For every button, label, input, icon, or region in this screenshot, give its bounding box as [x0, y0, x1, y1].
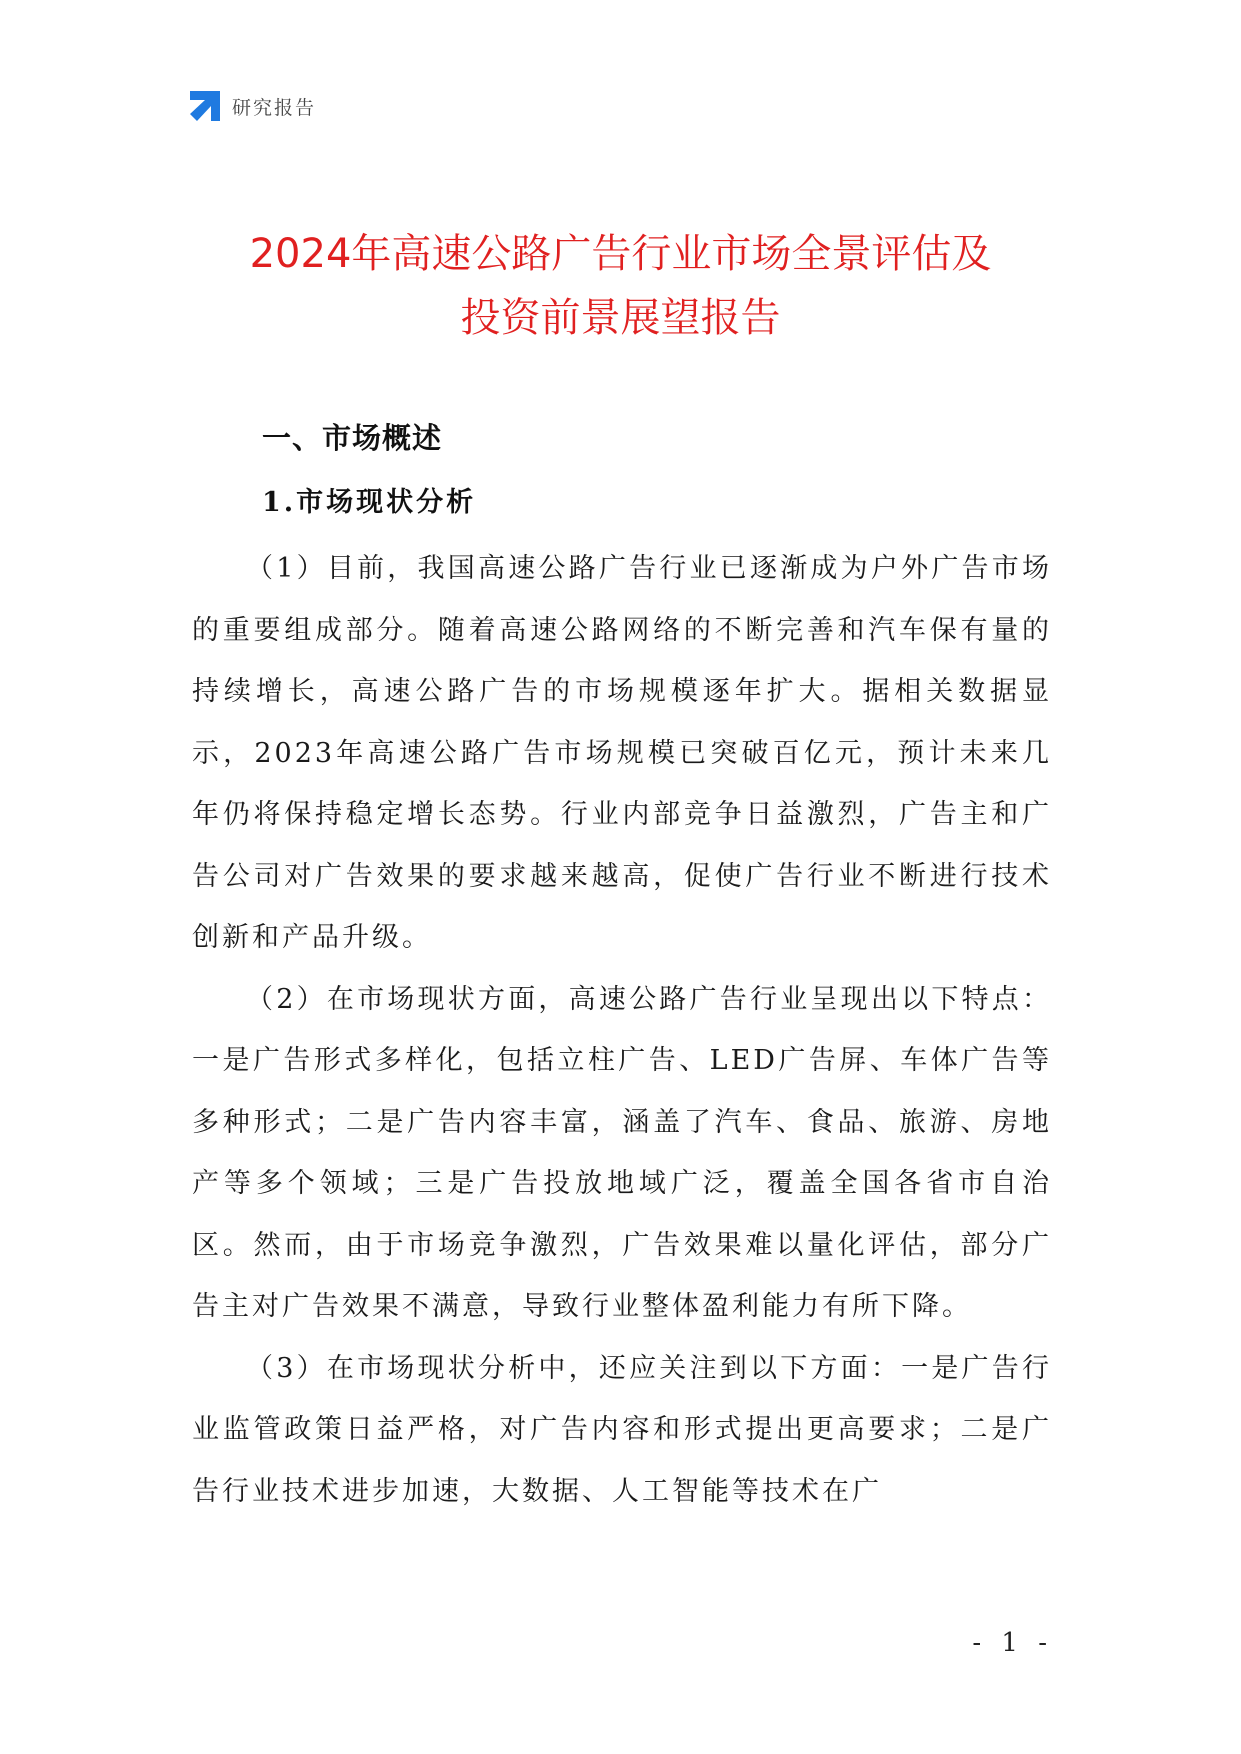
paragraph-2: （2）在市场现状方面，高速公路广告行业呈现出以下特点：一是广告形式多样化，包括立柱广告、LED广告屏、车体广告等多种形式；二是广告内容丰富，涵盖了汽车、食品、旅游、房地产等多个领域；三是广告投放地域广泛，覆盖全国各省市自治区。然而，由于市场竞争激烈，广告效果难以量化评估，部分广告主对广告效果不满意，导致行业整体盈利能力有所下降。	[192, 983, 1052, 1322]
sub-heading: 1.市场现状分析	[262, 487, 477, 518]
title-line-2: 投资前景展望报告	[460, 295, 781, 341]
page-number: - 1 -	[972, 1628, 1053, 1658]
report-header	[190, 88, 316, 124]
report-title	[150, 222, 1091, 350]
title-line-1: 2024年高速公路广告行业市场全景评估及	[249, 231, 992, 277]
header-label: 研究报告	[232, 96, 317, 119]
section-heading: 一、市场概述	[262, 421, 443, 455]
arrow-up-right-icon	[190, 91, 220, 121]
paragraph-3: （3）在市场现状分析中，还应关注到以下方面：一是广告行业监管政策日益严格，对广告内容和形式提出更高要求；二是广告行业技术进步加速，大数据、人工智能等技术在广	[192, 1352, 1052, 1507]
paragraph-1: （1）目前，我国高速公路广告行业已逐渐成为户外广告市场的重要组成部分。随着高速公路网络的不断完善和汽车保有量的持续增长，高速公路广告的市场规模逐年扩大。据相关数据显示，2023年高速公路广告市场规模已突破百亿元，预计未来几年仍将保持稳定增长态势。行业内部竞争日益激烈，广告主和广告公司对广告效果的要求越来越高，促使广告行业不断进行技术创新和产品升级。	[192, 553, 1052, 953]
body-text	[192, 538, 1052, 1522]
